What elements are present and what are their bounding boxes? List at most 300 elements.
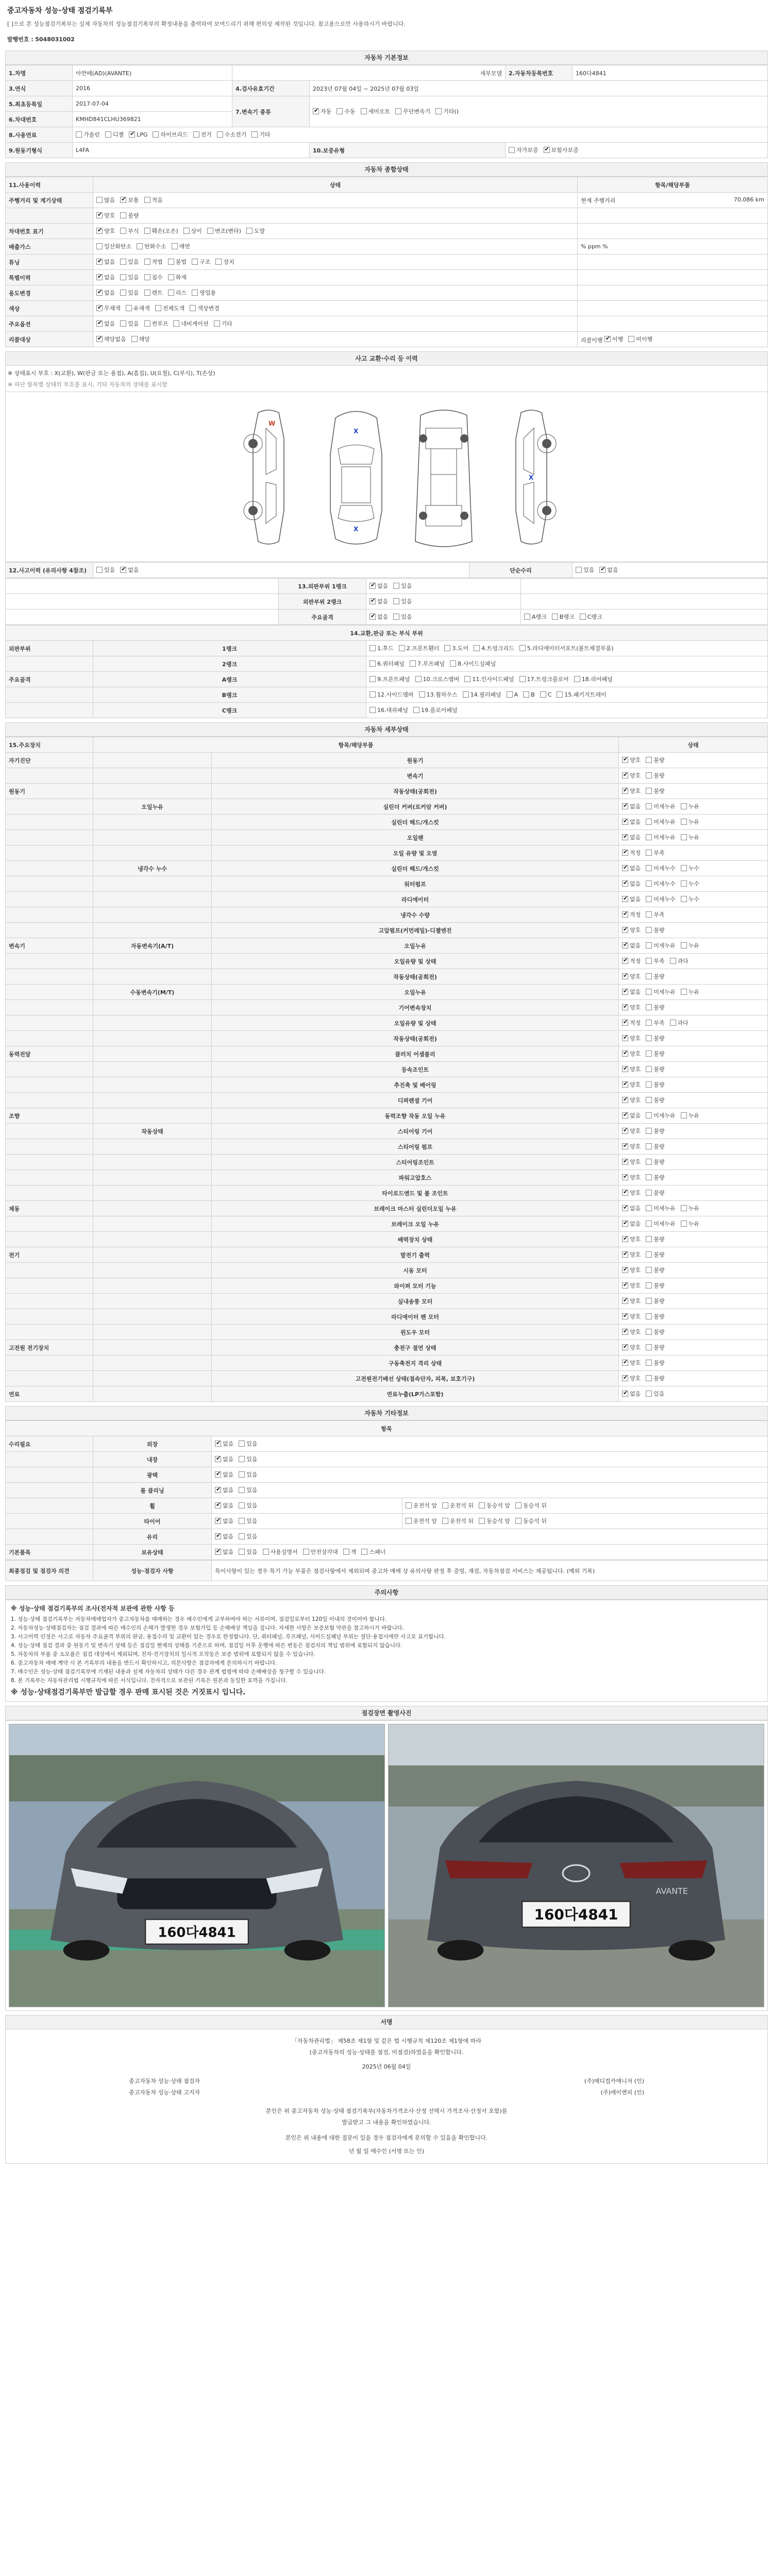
checkbox-empty-icon[interactable]	[137, 243, 143, 249]
checkbox-checked-icon[interactable]	[622, 1360, 628, 1366]
checkbox-option[interactable]	[399, 644, 440, 652]
checkbox-option[interactable]	[681, 941, 699, 950]
checkbox-option[interactable]	[646, 1297, 664, 1305]
checkbox-option[interactable]	[393, 597, 412, 605]
checkbox-option[interactable]	[646, 1019, 664, 1027]
checkbox-empty-icon[interactable]	[183, 228, 190, 234]
checkbox-empty-icon[interactable]	[173, 320, 179, 327]
checkbox-empty-icon[interactable]	[413, 707, 419, 713]
checkbox-checked-icon[interactable]	[215, 1502, 221, 1509]
checkbox-option[interactable]	[622, 818, 641, 826]
checkbox-empty-icon[interactable]	[144, 197, 150, 203]
checkbox-option[interactable]	[144, 196, 163, 204]
checkbox-option[interactable]	[120, 258, 139, 266]
checkbox-empty-icon[interactable]	[646, 865, 652, 871]
checkbox-option[interactable]	[552, 613, 575, 621]
checkbox-option[interactable]	[120, 273, 139, 281]
checkbox-option[interactable]	[343, 1548, 357, 1556]
checkbox-empty-icon[interactable]	[479, 1518, 485, 1524]
checkbox-option[interactable]	[217, 130, 247, 139]
checkbox-empty-icon[interactable]	[646, 1329, 652, 1335]
checkbox-option[interactable]	[681, 879, 699, 888]
checkbox-checked-icon[interactable]	[599, 567, 606, 573]
checkbox-empty-icon[interactable]	[646, 1050, 652, 1057]
checkbox-empty-icon[interactable]	[144, 228, 150, 234]
checkbox-empty-icon[interactable]	[337, 108, 343, 114]
checkbox-empty-icon[interactable]	[681, 942, 687, 948]
checkbox-option[interactable]	[96, 289, 115, 297]
checkbox-option[interactable]	[523, 691, 535, 698]
checkbox-empty-icon[interactable]	[419, 691, 425, 698]
checkbox-option[interactable]	[251, 130, 270, 139]
checkbox-empty-icon[interactable]	[646, 1112, 652, 1118]
checkbox-option[interactable]	[144, 273, 163, 281]
checkbox-option[interactable]	[144, 227, 178, 235]
checkbox-empty-icon[interactable]	[168, 274, 174, 280]
checkbox-option[interactable]	[239, 1532, 257, 1540]
checkbox-option[interactable]	[215, 1455, 233, 1463]
checkbox-option[interactable]	[96, 273, 115, 281]
checkbox-option[interactable]	[681, 802, 699, 810]
checkbox-option[interactable]	[580, 613, 602, 621]
checkbox-checked-icon[interactable]	[622, 1128, 628, 1134]
checkbox-empty-icon[interactable]	[399, 645, 405, 651]
checkbox-empty-icon[interactable]	[519, 645, 526, 651]
checkbox-option[interactable]	[406, 1517, 437, 1525]
checkbox-empty-icon[interactable]	[646, 1221, 652, 1227]
checkbox-empty-icon[interactable]	[393, 598, 399, 604]
checkbox-option[interactable]	[337, 107, 355, 115]
checkbox-option[interactable]	[540, 691, 552, 698]
checkbox-checked-icon[interactable]	[622, 973, 628, 979]
checkbox-empty-icon[interactable]	[369, 645, 376, 651]
checkbox-option[interactable]	[646, 1034, 664, 1042]
checkbox-option[interactable]	[622, 1266, 641, 1274]
checkbox-empty-icon[interactable]	[646, 757, 652, 763]
checkbox-option[interactable]	[519, 675, 569, 683]
checkbox-empty-icon[interactable]	[168, 259, 174, 265]
checkbox-empty-icon[interactable]	[552, 614, 558, 620]
checkbox-option[interactable]	[622, 1281, 641, 1290]
checkbox-empty-icon[interactable]	[126, 305, 132, 311]
checkbox-option[interactable]	[369, 659, 405, 668]
checkbox-empty-icon[interactable]	[646, 911, 652, 918]
checkbox-option[interactable]	[576, 566, 594, 574]
checkbox-option[interactable]	[479, 1517, 510, 1525]
checkbox-option[interactable]	[96, 304, 121, 312]
checkbox-empty-icon[interactable]	[361, 1549, 367, 1555]
checkbox-empty-icon[interactable]	[239, 1533, 245, 1539]
checkbox-empty-icon[interactable]	[523, 691, 529, 698]
checkbox-checked-icon[interactable]	[622, 1066, 628, 1072]
checkbox-option[interactable]	[435, 107, 459, 115]
checkbox-empty-icon[interactable]	[410, 660, 416, 667]
checkbox-option[interactable]	[105, 130, 124, 139]
checkbox-empty-icon[interactable]	[646, 1267, 652, 1273]
checkbox-checked-icon[interactable]	[120, 197, 126, 203]
checkbox-empty-icon[interactable]	[646, 1143, 652, 1149]
checkbox-checked-icon[interactable]	[622, 788, 628, 794]
checkbox-empty-icon[interactable]	[646, 1190, 652, 1196]
checkbox-option[interactable]	[646, 1235, 664, 1243]
checkbox-empty-icon[interactable]	[670, 1020, 676, 1026]
checkbox-option[interactable]	[646, 1111, 676, 1120]
checkbox-empty-icon[interactable]	[369, 676, 376, 682]
checkbox-option[interactable]	[646, 1266, 664, 1274]
checkbox-option[interactable]	[646, 879, 676, 888]
checkbox-checked-icon[interactable]	[96, 305, 103, 311]
checkbox-checked-icon[interactable]	[622, 989, 628, 995]
checkbox-empty-icon[interactable]	[646, 880, 652, 887]
checkbox-option[interactable]	[369, 644, 394, 652]
checkbox-checked-icon[interactable]	[604, 336, 611, 342]
checkbox-empty-icon[interactable]	[395, 108, 401, 114]
checkbox-empty-icon[interactable]	[444, 645, 450, 651]
checkbox-empty-icon[interactable]	[369, 707, 376, 713]
checkbox-empty-icon[interactable]	[144, 259, 150, 265]
checkbox-empty-icon[interactable]	[192, 290, 198, 296]
checkbox-option[interactable]	[646, 787, 664, 795]
checkbox-checked-icon[interactable]	[622, 1344, 628, 1350]
checkbox-checked-icon[interactable]	[96, 228, 103, 234]
checkbox-checked-icon[interactable]	[622, 880, 628, 887]
checkbox-empty-icon[interactable]	[450, 660, 456, 667]
checkbox-empty-icon[interactable]	[105, 131, 111, 138]
checkbox-empty-icon[interactable]	[646, 1360, 652, 1366]
checkbox-option[interactable]	[168, 289, 187, 297]
checkbox-option[interactable]	[464, 675, 514, 683]
checkbox-checked-icon[interactable]	[313, 108, 319, 114]
checkbox-option[interactable]	[646, 802, 676, 810]
checkbox-option[interactable]	[172, 242, 190, 250]
checkbox-option[interactable]	[646, 1281, 664, 1290]
checkbox-empty-icon[interactable]	[646, 1282, 652, 1289]
checkbox-empty-icon[interactable]	[646, 1236, 652, 1242]
checkbox-option[interactable]	[622, 1359, 641, 1367]
checkbox-option[interactable]	[646, 1359, 664, 1367]
checkbox-checked-icon[interactable]	[622, 1391, 628, 1397]
checkbox-option[interactable]	[215, 1517, 233, 1525]
checkbox-empty-icon[interactable]	[96, 567, 103, 573]
checkbox-option[interactable]	[515, 1501, 547, 1510]
checkbox-option[interactable]	[646, 1250, 664, 1259]
checkbox-empty-icon[interactable]	[239, 1502, 245, 1509]
checkbox-empty-icon[interactable]	[646, 1251, 652, 1258]
checkbox-option[interactable]	[393, 613, 412, 621]
checkbox-option[interactable]	[96, 566, 115, 574]
checkbox-option[interactable]	[369, 675, 410, 683]
checkbox-option[interactable]	[646, 972, 664, 980]
checkbox-checked-icon[interactable]	[622, 1375, 628, 1381]
checkbox-option[interactable]	[622, 1034, 641, 1042]
checkbox-checked-icon[interactable]	[622, 819, 628, 825]
checkbox-checked-icon[interactable]	[622, 1174, 628, 1180]
checkbox-option[interactable]	[622, 879, 641, 888]
checkbox-option[interactable]	[120, 211, 139, 219]
checkbox-option[interactable]	[622, 1389, 641, 1398]
checkbox-checked-icon[interactable]	[622, 1020, 628, 1026]
checkbox-option[interactable]	[622, 864, 641, 872]
checkbox-empty-icon[interactable]	[263, 1549, 269, 1555]
checkbox-option[interactable]	[646, 1173, 664, 1181]
checkbox-option[interactable]	[215, 1486, 233, 1494]
checkbox-option[interactable]	[369, 597, 388, 605]
checkbox-option[interactable]	[622, 1173, 641, 1181]
checkbox-empty-icon[interactable]	[190, 305, 196, 311]
checkbox-checked-icon[interactable]	[622, 1205, 628, 1211]
checkbox-empty-icon[interactable]	[646, 973, 652, 979]
checkbox-option[interactable]	[646, 1343, 664, 1351]
checkbox-option[interactable]	[622, 849, 641, 857]
checkbox-option[interactable]	[646, 818, 676, 826]
checkbox-empty-icon[interactable]	[646, 772, 652, 778]
checkbox-empty-icon[interactable]	[681, 1112, 687, 1118]
checkbox-checked-icon[interactable]	[622, 1267, 628, 1273]
checkbox-empty-icon[interactable]	[96, 243, 103, 249]
checkbox-option[interactable]	[129, 131, 147, 138]
checkbox-option[interactable]	[474, 644, 514, 652]
checkbox-empty-icon[interactable]	[574, 676, 580, 682]
checkbox-empty-icon[interactable]	[303, 1549, 309, 1555]
checkbox-option[interactable]	[444, 644, 468, 652]
checkbox-option[interactable]	[393, 582, 412, 590]
checkbox-option[interactable]	[604, 335, 623, 343]
checkbox-empty-icon[interactable]	[120, 274, 126, 280]
checkbox-empty-icon[interactable]	[251, 131, 258, 138]
checkbox-option[interactable]	[479, 1501, 510, 1510]
checkbox-checked-icon[interactable]	[622, 803, 628, 809]
checkbox-checked-icon[interactable]	[622, 896, 628, 902]
checkbox-empty-icon[interactable]	[120, 320, 126, 327]
checkbox-option[interactable]	[207, 227, 241, 235]
checkbox-option[interactable]	[524, 613, 547, 621]
checkbox-empty-icon[interactable]	[120, 259, 126, 265]
checkbox-checked-icon[interactable]	[622, 927, 628, 933]
checkbox-empty-icon[interactable]	[670, 958, 676, 964]
checkbox-option[interactable]	[137, 242, 166, 250]
checkbox-option[interactable]	[463, 690, 501, 699]
checkbox-checked-icon[interactable]	[622, 1035, 628, 1041]
checkbox-checked-icon[interactable]	[622, 772, 628, 778]
checkbox-option[interactable]	[622, 833, 641, 841]
checkbox-option[interactable]	[646, 957, 664, 965]
checkbox-checked-icon[interactable]	[622, 942, 628, 948]
checkbox-empty-icon[interactable]	[646, 803, 652, 809]
checkbox-empty-icon[interactable]	[168, 290, 174, 296]
checkbox-option[interactable]	[239, 1486, 257, 1494]
checkbox-empty-icon[interactable]	[239, 1549, 245, 1555]
checkbox-checked-icon[interactable]	[215, 1471, 221, 1478]
checkbox-option[interactable]	[622, 1142, 641, 1150]
checkbox-option[interactable]	[646, 833, 676, 841]
checkbox-empty-icon[interactable]	[646, 788, 652, 794]
checkbox-empty-icon[interactable]	[646, 958, 652, 964]
checkbox-option[interactable]	[303, 1548, 338, 1556]
checkbox-checked-icon[interactable]	[622, 1298, 628, 1304]
checkbox-checked-icon[interactable]	[215, 1518, 221, 1524]
checkbox-option[interactable]	[239, 1501, 257, 1510]
checkbox-option[interactable]	[173, 319, 208, 328]
checkbox-empty-icon[interactable]	[435, 108, 442, 114]
checkbox-option[interactable]	[622, 1158, 641, 1166]
checkbox-option[interactable]	[646, 1065, 664, 1073]
checkbox-option[interactable]	[144, 289, 163, 297]
checkbox-option[interactable]	[646, 1158, 664, 1166]
checkbox-empty-icon[interactable]	[646, 942, 652, 948]
checkbox-option[interactable]	[574, 675, 613, 683]
checkbox-option[interactable]	[622, 1297, 641, 1305]
checkbox-option[interactable]	[681, 818, 699, 826]
checkbox-checked-icon[interactable]	[622, 1282, 628, 1289]
checkbox-empty-icon[interactable]	[369, 660, 376, 667]
checkbox-option[interactable]	[646, 1003, 664, 1011]
checkbox-empty-icon[interactable]	[393, 583, 399, 589]
checkbox-option[interactable]	[646, 1127, 664, 1135]
checkbox-option[interactable]	[646, 941, 676, 950]
checkbox-empty-icon[interactable]	[144, 320, 150, 327]
checkbox-option[interactable]	[622, 972, 641, 980]
checkbox-checked-icon[interactable]	[215, 1549, 221, 1555]
checkbox-empty-icon[interactable]	[442, 1518, 448, 1524]
checkbox-option[interactable]	[96, 196, 115, 204]
checkbox-empty-icon[interactable]	[576, 567, 582, 573]
checkbox-option[interactable]	[183, 227, 202, 235]
checkbox-option[interactable]	[622, 1235, 641, 1243]
checkbox-option[interactable]	[413, 706, 458, 714]
checkbox-checked-icon[interactable]	[622, 958, 628, 964]
checkbox-checked-icon[interactable]	[622, 850, 628, 856]
checkbox-option[interactable]	[246, 227, 265, 235]
checkbox-checked-icon[interactable]	[622, 1329, 628, 1335]
checkbox-option[interactable]	[681, 988, 699, 996]
checkbox-empty-icon[interactable]	[681, 989, 687, 995]
checkbox-checked-icon[interactable]	[215, 1533, 221, 1539]
checkbox-empty-icon[interactable]	[153, 131, 159, 138]
checkbox-option[interactable]	[646, 864, 676, 872]
checkbox-checked-icon[interactable]	[96, 320, 103, 327]
checkbox-option[interactable]	[681, 833, 699, 841]
checkbox-empty-icon[interactable]	[681, 865, 687, 871]
checkbox-checked-icon[interactable]	[622, 1143, 628, 1149]
checkbox-option[interactable]	[96, 258, 115, 266]
checkbox-option[interactable]	[450, 659, 496, 668]
checkbox-empty-icon[interactable]	[120, 212, 126, 218]
checkbox-empty-icon[interactable]	[681, 1205, 687, 1211]
checkbox-option[interactable]	[646, 1189, 664, 1197]
checkbox-checked-icon[interactable]	[622, 1081, 628, 1088]
checkbox-option[interactable]	[120, 196, 139, 204]
checkbox-empty-icon[interactable]	[144, 290, 150, 296]
checkbox-empty-icon[interactable]	[540, 691, 546, 698]
checkbox-option[interactable]	[646, 1389, 664, 1398]
checkbox-option[interactable]	[239, 1439, 257, 1448]
checkbox-option[interactable]	[622, 1049, 641, 1058]
checkbox-empty-icon[interactable]	[214, 320, 220, 327]
checkbox-option[interactable]	[622, 771, 641, 779]
checkbox-empty-icon[interactable]	[215, 259, 222, 265]
checkbox-empty-icon[interactable]	[646, 1081, 652, 1088]
checkbox-option[interactable]	[410, 659, 445, 668]
checkbox-option[interactable]	[646, 1328, 664, 1336]
checkbox-option[interactable]	[155, 304, 185, 312]
checkbox-empty-icon[interactable]	[474, 645, 480, 651]
checkbox-empty-icon[interactable]	[192, 259, 198, 265]
checkbox-option[interactable]	[192, 258, 210, 266]
checkbox-option[interactable]	[509, 146, 539, 154]
checkbox-option[interactable]	[215, 1470, 233, 1479]
checkbox-empty-icon[interactable]	[120, 228, 126, 234]
checkbox-empty-icon[interactable]	[646, 1313, 652, 1319]
checkbox-option[interactable]	[622, 957, 641, 965]
checkbox-checked-icon[interactable]	[622, 1004, 628, 1010]
checkbox-option[interactable]	[670, 957, 688, 965]
checkbox-empty-icon[interactable]	[144, 274, 150, 280]
checkbox-checked-icon[interactable]	[96, 290, 103, 296]
checkbox-empty-icon[interactable]	[515, 1502, 522, 1509]
checkbox-empty-icon[interactable]	[369, 691, 376, 698]
checkbox-checked-icon[interactable]	[622, 1097, 628, 1103]
checkbox-empty-icon[interactable]	[415, 676, 422, 682]
checkbox-option[interactable]	[622, 1080, 641, 1089]
checkbox-empty-icon[interactable]	[239, 1518, 245, 1524]
checkbox-option[interactable]	[120, 289, 139, 297]
checkbox-option[interactable]	[681, 1204, 699, 1212]
checkbox-checked-icon[interactable]	[622, 1251, 628, 1258]
checkbox-empty-icon[interactable]	[217, 131, 223, 138]
checkbox-checked-icon[interactable]	[215, 1440, 221, 1447]
checkbox-option[interactable]	[622, 1019, 641, 1027]
checkbox-empty-icon[interactable]	[646, 1097, 652, 1103]
checkbox-option[interactable]	[622, 910, 641, 919]
checkbox-checked-icon[interactable]	[622, 1159, 628, 1165]
checkbox-option[interactable]	[442, 1501, 474, 1510]
checkbox-option[interactable]	[646, 1049, 664, 1058]
checkbox-option[interactable]	[442, 1517, 474, 1525]
checkbox-option[interactable]	[369, 690, 414, 699]
checkbox-option[interactable]	[369, 613, 388, 621]
checkbox-option[interactable]	[96, 227, 115, 235]
checkbox-checked-icon[interactable]	[369, 614, 376, 620]
checkbox-option[interactable]	[622, 1204, 641, 1212]
checkbox-option[interactable]	[646, 1142, 664, 1150]
checkbox-empty-icon[interactable]	[646, 1020, 652, 1026]
checkbox-empty-icon[interactable]	[509, 147, 515, 153]
checkbox-option[interactable]	[646, 1204, 676, 1212]
checkbox-empty-icon[interactable]	[681, 896, 687, 902]
checkbox-option[interactable]	[646, 1096, 664, 1104]
checkbox-empty-icon[interactable]	[646, 1375, 652, 1381]
checkbox-option[interactable]	[395, 107, 430, 115]
checkbox-option[interactable]	[190, 304, 220, 312]
checkbox-option[interactable]	[646, 910, 664, 919]
checkbox-option[interactable]	[544, 146, 579, 154]
checkbox-option[interactable]	[646, 756, 664, 764]
checkbox-empty-icon[interactable]	[246, 228, 253, 234]
checkbox-option[interactable]	[120, 566, 139, 574]
checkbox-option[interactable]	[239, 1455, 257, 1463]
checkbox-checked-icon[interactable]	[129, 131, 135, 138]
checkbox-option[interactable]	[120, 319, 139, 328]
checkbox-option[interactable]	[646, 1080, 664, 1089]
checkbox-empty-icon[interactable]	[96, 197, 103, 203]
checkbox-empty-icon[interactable]	[155, 305, 161, 311]
checkbox-option[interactable]	[144, 319, 169, 328]
checkbox-empty-icon[interactable]	[646, 1298, 652, 1304]
checkbox-option[interactable]	[622, 941, 641, 950]
checkbox-checked-icon[interactable]	[544, 147, 550, 153]
checkbox-option[interactable]	[192, 289, 216, 297]
checkbox-option[interactable]	[599, 566, 618, 574]
